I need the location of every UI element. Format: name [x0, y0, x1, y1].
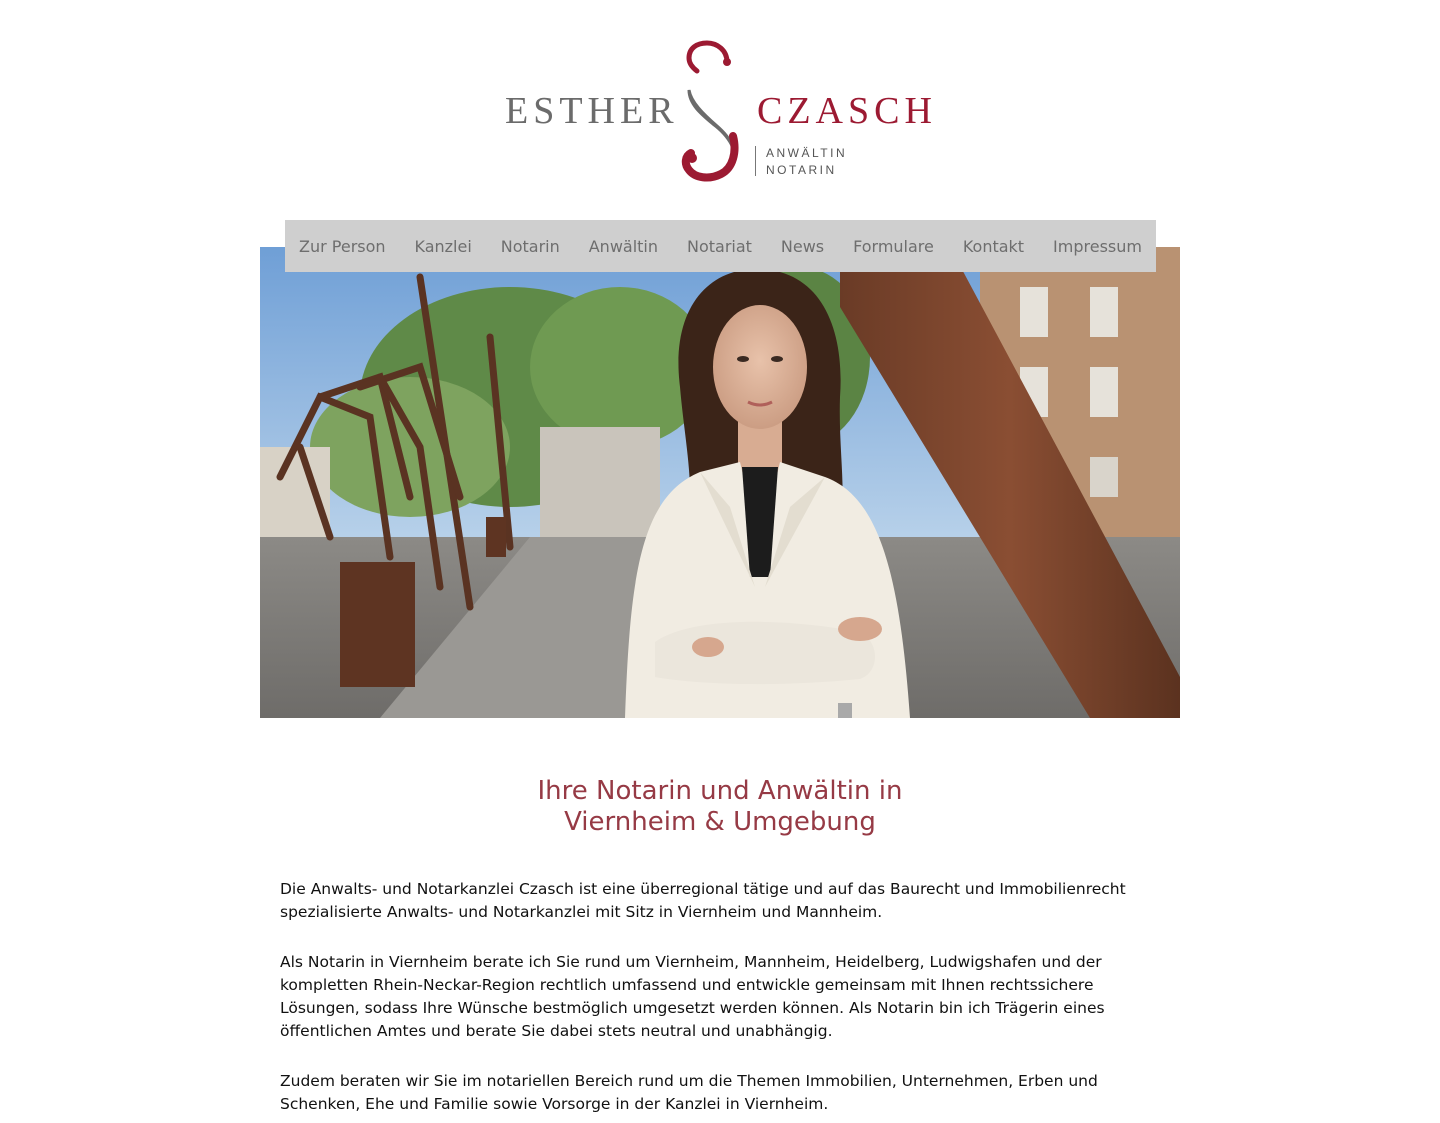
nav-item-notarin[interactable]: Notarin — [500, 236, 560, 256]
nav-item-kontakt[interactable]: Kontakt — [962, 236, 1025, 256]
nav-item-impressum[interactable]: Impressum — [1053, 236, 1142, 256]
nav-item-kanzlei[interactable]: Kanzlei — [414, 236, 472, 256]
page-headline — [260, 776, 1180, 838]
nav-item-formulare[interactable]: Formulare — [853, 236, 934, 256]
hero-image — [260, 247, 1180, 718]
logo-subtitle-notarin: NOTARIN — [766, 163, 837, 177]
main-navigation — [285, 220, 1156, 272]
intro-paragraph: Die Anwalts- und Notarkanzlei Czasch ist eine überregional tätige und auf das Baurecht und Immobilienrecht spezialisierte Anwalts- und Notarkanzlei mit Sitz in Viernheim und Mannheim. — [280, 880, 1126, 921]
logo-name-esther: ESTHER — [505, 90, 679, 132]
nav-item-anwaeltin[interactable]: Anwältin — [588, 236, 659, 256]
site-logo[interactable] — [505, 40, 937, 182]
services-paragraph: Zudem beraten wir Sie im notariellen Bereich rund um die Themen Immobilien, Unternehmen, Erben und Schenken, Ehe und Familie sowie Vorsorge in der Kanzlei in Viernheim. — [280, 1072, 1098, 1113]
logo-name-czasch: CZASCH — [757, 90, 937, 132]
logo-subtitle-anwaeltin: ANWÄLTIN — [766, 146, 848, 160]
headline-line-2: Viernheim & Umgebung — [564, 807, 876, 837]
logo-s-monogram-icon — [675, 40, 745, 182]
nav-item-news[interactable]: News — [780, 236, 825, 256]
logo-divider — [755, 146, 756, 176]
nav-item-notariat[interactable]: Notariat — [686, 236, 752, 256]
hero-portrait-photo — [260, 247, 1180, 718]
headline-line-1: Ihre Notarin und Anwältin in — [537, 776, 903, 806]
nav-item-zur-person[interactable]: Zur Person — [299, 236, 386, 256]
notarin-paragraph: Als Notarin in Viernheim berate ich Sie rund um Viernheim, Mannheim, Heidelberg, Ludwigshafen und der kompletten Rhein-Neckar-Region rechtlich umfassend und entwickle gemeinsam mit Ihnen rechtssichere Lösungen, sodass Ihre Wünsche bestmöglich umgesetzt werden können. Als Notarin bin ich Trägerin eines öffentlichen Amtes und berate Sie dabei stets neutral und unabhängig. — [280, 953, 1105, 1040]
